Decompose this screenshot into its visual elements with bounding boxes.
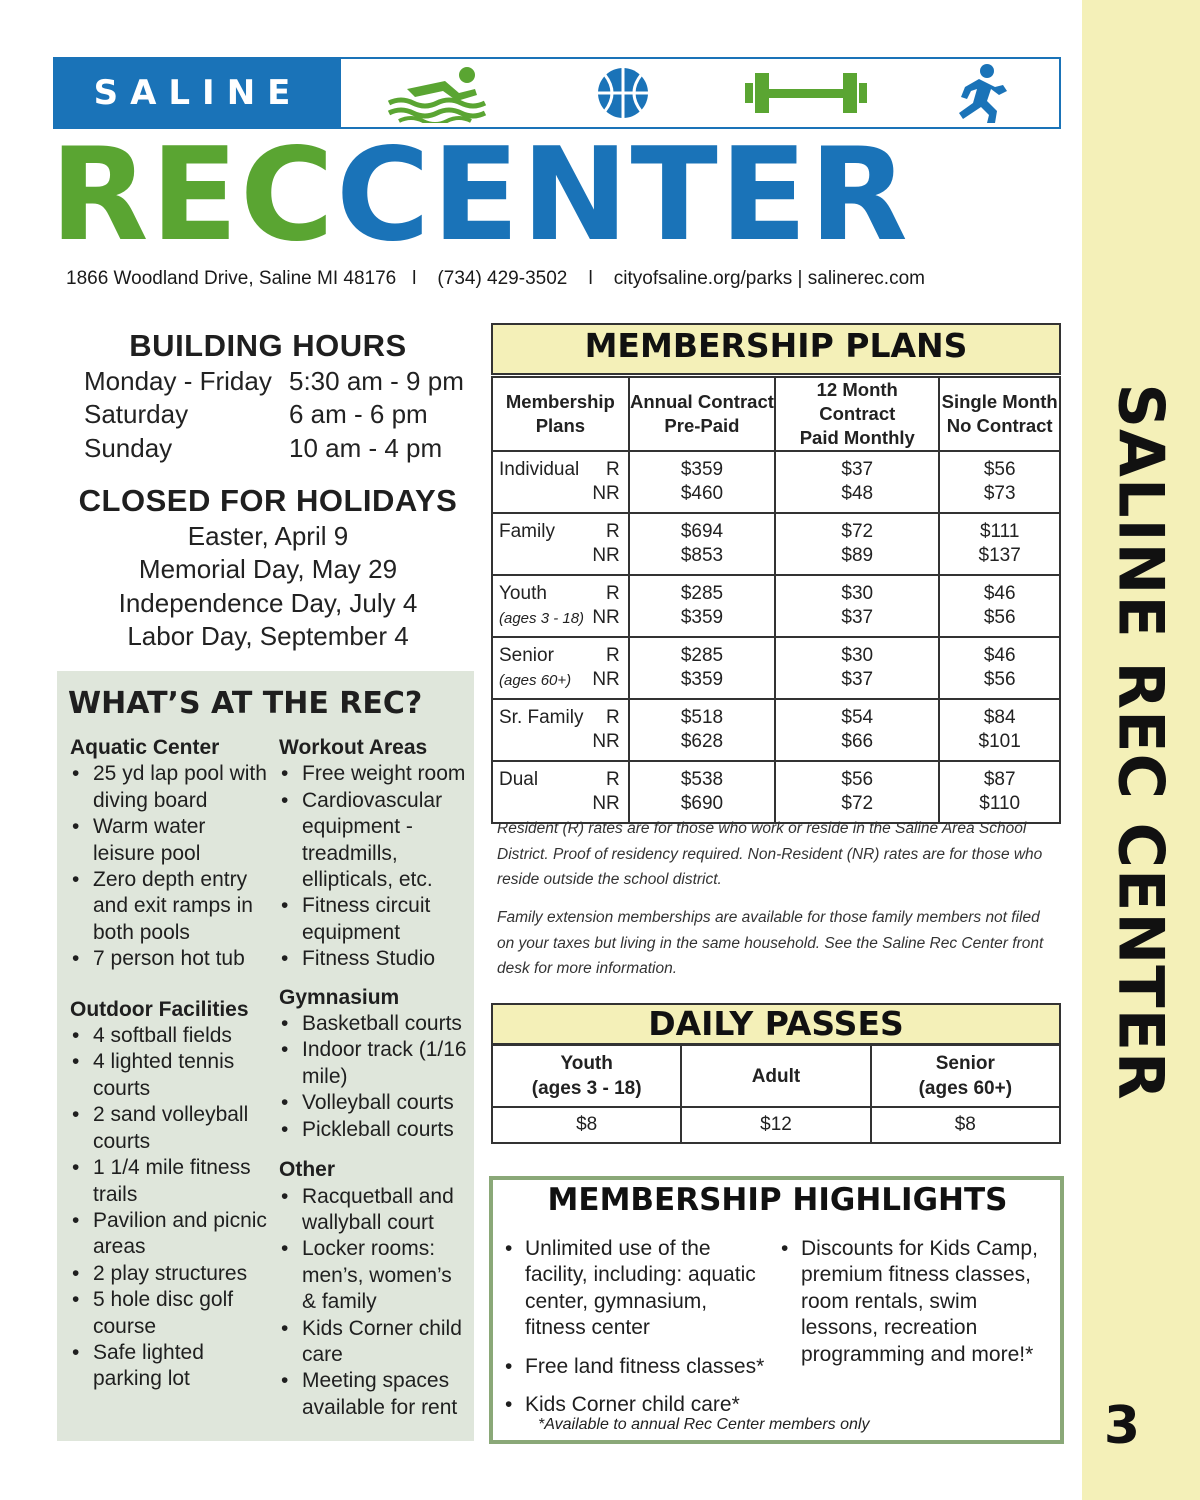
price-cell: $54 $66 (775, 699, 939, 761)
logo-rec-text: REC (50, 121, 336, 270)
runner-icon (943, 63, 1011, 123)
column-header: Membership Plans (492, 377, 629, 451)
facility-list (70, 1023, 270, 1393)
column-header: 12 Month Contract Paid Monthly (775, 377, 939, 451)
holiday-item: Memorial Day, May 29 (138, 554, 398, 584)
facility-item: • 1 1/4 mile fitness trails (70, 1155, 270, 1208)
facility-item: • Locker rooms: men’s, women’s & family (279, 1236, 469, 1315)
price-cell: $538 $690 (629, 761, 775, 823)
facility-item: • 5 hole disc golf course (70, 1287, 270, 1340)
hours-day: Monday - Friday (84, 366, 272, 396)
facility-item: • 4 lighted tennis courts (70, 1049, 270, 1102)
facilities-column-right (279, 735, 469, 1421)
plan-name-cell: Youth R (ages 3 - 18) NR (492, 575, 629, 637)
facility-list (279, 1184, 469, 1422)
facility-list (279, 761, 469, 972)
facility-item: • Free weight room (279, 761, 469, 787)
facility-item: • Racquetball and wallyball court (279, 1184, 469, 1237)
hours-time: 6 am - 6 pm (289, 399, 428, 429)
holiday-item: Independence Day, July 4 (118, 588, 418, 618)
swimmer-icon (385, 63, 495, 123)
table-row (492, 451, 1060, 513)
facility-item: • Pickleball courts (279, 1117, 469, 1143)
family-extension-note: Family extension memberships are available for those family members not filed on your taxes but living in the same household. See the Saline Rec Center front desk for more information. (497, 909, 1044, 977)
table-row (492, 699, 1060, 761)
column-header: Adult (681, 1045, 870, 1107)
holiday-item: Easter, April 9 (187, 521, 349, 551)
price-cell: $46 $56 (939, 637, 1060, 699)
closed-holidays-title: CLOSED FOR HOLIDAYS (78, 483, 458, 518)
whats-at-rec-panel (57, 671, 474, 1441)
facility-item: • 25 yd lap pool with diving board (70, 761, 270, 814)
dumbbell-icon (743, 63, 869, 123)
facility-item: • Indoor track (1/16 mile) (279, 1037, 469, 1090)
highlight-item: • Unlimited use of the facility, including: aquatic center, gymnasium, fitness center (501, 1236, 765, 1342)
facilities-column-left (70, 735, 270, 1393)
table-row (492, 637, 1060, 699)
daily-passes-title: DAILY PASSES (648, 1004, 904, 1043)
page-number: 3 (1103, 1396, 1141, 1456)
hours-day: Saturday (84, 399, 189, 429)
table-header-row (492, 377, 1060, 451)
price-cell: $111 $137 (939, 513, 1060, 575)
table-row (492, 513, 1060, 575)
holiday-item: Labor Day, September 4 (127, 621, 409, 651)
price-cell: $694 $853 (629, 513, 775, 575)
facility-item: • 2 play structures (70, 1261, 270, 1287)
facility-item: • Kids Corner child care (279, 1316, 469, 1369)
highlight-item: • Discounts for Kids Camp, premium fitness classes, room rentals, swim lessons, recreation programming and more!* (777, 1236, 1053, 1368)
plan-name-cell: Individual R NR (492, 451, 629, 513)
building-hours-title: BUILDING HOURS (129, 328, 407, 363)
price-cell: $8 (871, 1107, 1060, 1143)
facility-item: • Warm water leisure pool (70, 814, 270, 867)
category-heading: Other (279, 1158, 336, 1182)
facility-list (70, 761, 270, 972)
price-cell: $285 $359 (629, 575, 775, 637)
contact-line: 1866 Woodland Drive, Saline MI 48176 l (734) 429-3502 l cityofsaline.org/parks | salinerec.com (66, 268, 925, 289)
category-heading: Workout Areas (279, 736, 428, 759)
basketball-icon (593, 63, 653, 123)
plan-name-cell: Sr. Family R NR (492, 699, 629, 761)
logo-band (53, 57, 1061, 129)
facility-item: • Safe lighted parking lot (70, 1340, 270, 1393)
facility-list (279, 1011, 469, 1143)
membership-plans-title: MEMBERSHIP PLANS (584, 326, 968, 365)
facility-item: • Fitness circuit equipment (279, 893, 469, 946)
facility-item: • Basketball courts (279, 1011, 469, 1037)
facility-item: • Pavilion and picnic areas (70, 1208, 270, 1261)
price-cell: $87 $110 (939, 761, 1060, 823)
logo-saline-text: SALINE (55, 59, 341, 127)
whats-at-rec-title: WHAT’S AT THE REC? (68, 686, 423, 721)
table-row (492, 575, 1060, 637)
plan-name-cell: Family R NR (492, 513, 629, 575)
facility-item: • 4 softball fields (70, 1023, 270, 1049)
column-header: Senior (ages 60+) (871, 1045, 1060, 1107)
logo-center-text: CENTER (335, 121, 910, 270)
price-cell: $56 $73 (939, 451, 1060, 513)
category-heading: Aquatic Center (70, 736, 220, 759)
table-row (492, 1107, 1060, 1143)
highlight-item: • Free land fitness classes* (501, 1354, 765, 1380)
price-cell: $72 $89 (775, 513, 939, 575)
price-cell: $30 $37 (775, 637, 939, 699)
price-cell: $518 $628 (629, 699, 775, 761)
category-heading: Gymnasium (279, 985, 400, 1009)
price-cell: $359 $460 (629, 451, 775, 513)
membership-plans-table (491, 376, 1061, 824)
column-header: Single Month No Contract (939, 377, 1060, 451)
hours-row (84, 399, 428, 430)
facility-item: • Meeting spaces available for rent (279, 1368, 469, 1421)
category-heading: Outdoor Facilities (70, 997, 249, 1021)
highlights-list-right (777, 1236, 1053, 1368)
price-cell: $8 (492, 1107, 681, 1143)
column-header: Annual Contract Pre-Paid (629, 377, 775, 451)
facility-item: • 2 sand volleyball courts (70, 1102, 270, 1155)
membership-highlights-title: MEMBERSHIP HIGHLIGHTS (547, 1182, 1008, 1218)
logo-reccenter (50, 121, 910, 270)
hours-row (84, 366, 464, 397)
residency-note: Resident (R) rates are for those who work or reside in the Saline Area School District. Proof of residency required. Non-Resident (NR) rates are for those who reside outside the school district. (497, 820, 1043, 888)
table-row (492, 761, 1060, 823)
highlights-footnote: *Available to annual Rec Center members only (538, 1416, 870, 1433)
price-cell: $285 $359 (629, 637, 775, 699)
price-cell: $84 $101 (939, 699, 1060, 761)
facility-item: • Fitness Studio (279, 946, 469, 972)
highlight-item: • Kids Corner child care* (501, 1392, 765, 1418)
plan-name-cell: Senior R (ages 60+) NR (492, 637, 629, 699)
side-banner-title: SALINE REC CENTER (1104, 383, 1178, 1101)
plan-name-cell: Dual R NR (492, 761, 629, 823)
hours-row (84, 433, 443, 464)
table-header-row (492, 1045, 1060, 1107)
hours-time: 10 am - 4 pm (289, 433, 443, 463)
facility-item: • 7 person hot tub (70, 946, 270, 972)
facility-item: • Volleyball courts (279, 1090, 469, 1116)
facility-item: • Zero depth entry and exit ramps in both pools (70, 867, 270, 946)
hours-day: Sunday (84, 433, 173, 463)
price-cell: $46 $56 (939, 575, 1060, 637)
hours-time: 5:30 am - 9 pm (289, 366, 464, 396)
price-cell: $56 $72 (775, 761, 939, 823)
price-cell: $12 (681, 1107, 870, 1143)
price-cell: $30 $37 (775, 575, 939, 637)
price-cell: $37 $48 (775, 451, 939, 513)
daily-passes-table (491, 1044, 1061, 1144)
facility-item: • Cardiovascular equipment - treadmills, ellipticals, etc. (279, 788, 469, 894)
column-header: Youth (ages 3 - 18) (492, 1045, 681, 1107)
highlights-list-left (501, 1236, 765, 1418)
